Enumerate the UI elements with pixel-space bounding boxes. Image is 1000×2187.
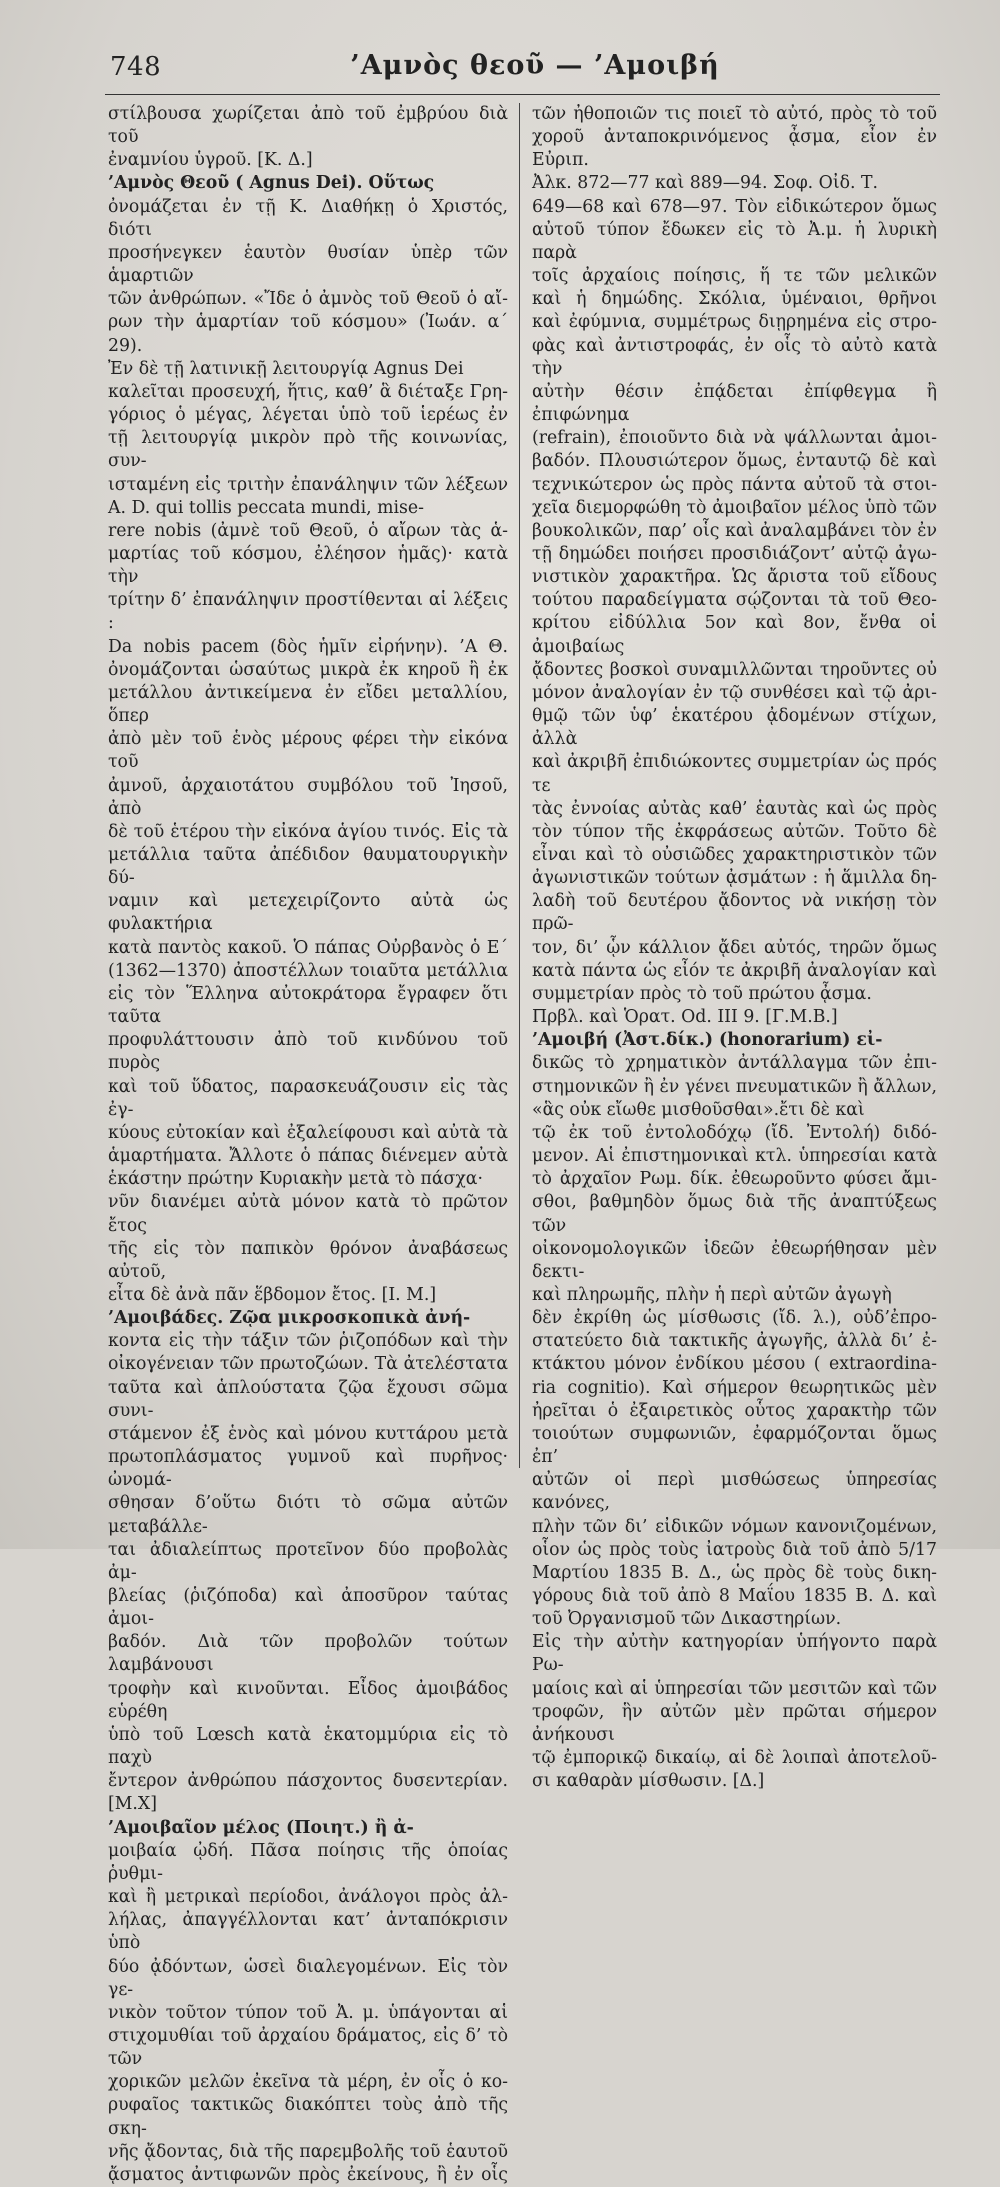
- text-line: στάμενον ἐξ ἑνὸς καὶ μόνου κυττάρου μετὰ: [108, 1423, 508, 1444]
- text-line: «ἃς οὐκ εἴωθε μισθοῦσθαι».ἔτι δὲ καὶ: [532, 1099, 865, 1120]
- text-line: καὶ τοῦ ὕδατος, παρασκευάζουσιν εἰς τὰς ἐγ-: [108, 1076, 508, 1120]
- text-line: κρίτου εἰδύλλια 5ον καὶ 8ον, ἔνθα οἱ ἀμοιβαίως: [532, 613, 937, 657]
- text-line: μετάλλου ἀντικείμενα ἐν εἴδει μεταλλίου, ὅπερ: [108, 682, 508, 727]
- text-line: τῶν ἀνθρώπων. «Ἴδε ὁ ἀμνὸς τοῦ Θεοῦ ὁ αἴ-: [108, 289, 508, 310]
- text-line: τῶν ἠθοποιῶν τις ποιεῖ τὸ αὐτό, πρὸς τὸ τοῦ: [532, 104, 937, 124]
- text-line: τῆς εἰς τὸν παπικὸν θρόνον ἀναβάσεως αὐτοῦ,: [108, 1238, 508, 1282]
- text-line: rere nobis (ἀμνὲ τοῦ Θεοῦ, ὁ αἴρων τὰς ἁ-: [108, 520, 508, 541]
- text-line: εἰς τὸν Ἕλληνα αὐτοκράτορα ἔγραφεν ὅτι ταῦτα: [108, 983, 508, 1028]
- text-line: μαίοις καὶ αἱ ὑπηρεσίαι τῶν μεσιτῶν καὶ τῶν: [532, 1678, 937, 1699]
- text-line: κύους εὐτοκίαν καὶ ἐξαλείφουσι καὶ αὐτὰ τὰ: [108, 1122, 508, 1143]
- text-line: αὐτοῦ τύπον ἔδωκεν εἰς τὸ Ἀ.μ. ἡ λυρικὴ παρὰ: [532, 219, 937, 263]
- text-line: ναμιν καὶ μετεχειρίζοντο αὐτὰ ὡς φυλακτήρια: [108, 891, 508, 935]
- text-line: ’Αμνὸς Θεοῦ ( Agnus Dei). Οὕτως: [108, 173, 435, 194]
- text-line: εἶναι καὶ τὸ οὐσιῶδες χαρακτηριστικὸν τῶν: [532, 845, 937, 865]
- text-line: ria cognitio). Καὶ σήμερον θεωρητικῶς μὲν: [532, 1377, 937, 1398]
- text-line: ἁμαρτήματα. Ἄλλοτε ὁ πάπας διένεμεν αὐτὰ: [108, 1146, 508, 1167]
- text-line: θμῷ τῶν ὑφ’ ἑκατέρου ᾀδομένων στίχων, ἀλλὰ: [532, 706, 937, 750]
- text-line: καλεῖται προσευχή, ἥτις, καθ’ ἃ διέταξε Γρη-: [108, 381, 508, 402]
- text-line: προφυλάττουσιν ἀπὸ τοῦ κινδύνου τοῦ πυρὸς: [108, 1030, 508, 1074]
- text-line: πλὴν τῶν δι’ εἰδικῶν νόμων κανονιζομένων,: [532, 1516, 937, 1537]
- text-line: στίλβουσα χωρίζεται ἀπὸ τοῦ ἐμβρύου διὰ τοῦ: [108, 104, 508, 148]
- text-line: (1362—1370) ἀποστέλλων τοιαῦτα μετάλλια: [108, 960, 508, 981]
- text-line: χορικῶν μελῶν ἐκεῖνα τὰ μέρη, ἐν οἷς ὁ κο-: [108, 2072, 508, 2093]
- text-line: τῇ λειτουργίᾳ μικρὸν πρὸ τῆς κοινωνίας, συν-: [108, 428, 508, 472]
- text-line: γόρους διὰ τοῦ ἀπὸ 8 Μαΐου 1835 Β. Δ. καὶ: [532, 1586, 937, 1606]
- text-line: τῇ δημώδει ποιήσει προσιδιάζοντ’ αὐτῷ ἀγω-: [532, 543, 937, 564]
- text-line: τροφὴν καὶ κινοῦνται. Εἶδος ἀμοιβάδος εὑρέθη: [108, 1678, 508, 1722]
- text-line: τούτου παραδείγματα σῴζονται τὰ τοῦ Θεο-: [532, 590, 937, 611]
- left-column: [108, 103, 508, 2187]
- page-number: 748: [110, 52, 162, 82]
- text-line: οἰκογένειαν τῶν πρωτοζώων. Τὰ ἀτελέστατα: [108, 1354, 508, 1375]
- text-line: ὀνομάζεται ἐν τῇ Κ. Διαθήκῃ ὁ Χριστός, διότι: [108, 196, 508, 240]
- text-line: ἀμνοῦ, ἀρχαιοτάτου συμβόλου τοῦ Ἰησοῦ, ἀπὸ: [108, 775, 508, 819]
- text-line: Πρβλ. καὶ Ὁρατ. Od. III 9. [Γ.Μ.Β.]: [532, 1007, 838, 1028]
- column-divider: [519, 103, 520, 1468]
- text-line: αὐτὴν θέσιν ἐπᾴδεται ἐπίφθεγμα ἢ ἐπιφώνημα: [532, 381, 937, 426]
- text-line: A. D. qui tollis peccata mundi, mise-: [108, 497, 424, 518]
- text-line: κοντα εἰς τὴν τάξιν τῶν ῥιζοπόδων καὶ τὴν: [108, 1331, 508, 1352]
- text-line: κατὰ παντὸς κακοῦ. Ὁ πάπας Οὐρβανὸς ὁ Ε΄: [108, 937, 508, 958]
- text-line: Da nobis pacem (δὸς ἡμῖν εἰρήνην). ’Α Θ.: [108, 636, 508, 657]
- text-line: μενον. Αἱ ἐπιστημονικαὶ κτλ. ὑπηρεσίαι κατὰ: [532, 1146, 937, 1167]
- text-line: αὐτῶν οἱ περὶ μισθώσεως ὑπηρεσίας κανόνες,: [532, 1470, 937, 1514]
- text-line: ἑκάστην πρώτην Κυριακὴν μετὰ τὸ πάσχα·: [108, 1169, 483, 1190]
- text-line: σι καθαρὰν μίσθωσιν. [Δ.]: [532, 1771, 765, 1792]
- text-line: ἀπὸ μὲν τοῦ ἑνὸς μέρους φέρει τὴν εἰκόνα τοῦ: [108, 729, 508, 773]
- text-line: ἠρεῖται ὁ ἐξαιρετικὸς οὗτος χαρακτὴρ τῶν: [532, 1400, 937, 1421]
- text-line: φὰς καὶ ἀντιστροφάς, ἐν οἷς τὸ αὐτὸ κατὰ τὴν: [532, 335, 937, 379]
- text-line: (refrain), ἐποιοῦντο διὰ νὰ ψάλλωνται ἀμοι-: [532, 428, 937, 449]
- text-line: εἶτα δὲ ἀνὰ πᾶν ἕβδομον ἔτος. [Ι. Μ.]: [108, 1284, 437, 1305]
- text-line: τοιούτων συμφωνιῶν, ἐφαρμόζονται ὅμως ἐπ’: [532, 1423, 937, 1468]
- text-line: χοροῦ ἀνταποκρινόμενος ᾆσμα, εἶον ἐν Εὐριπ.: [532, 127, 937, 171]
- text-line: στατεύετο διὰ τακτικῆς ἀγωγῆς, ἀλλὰ δι’ ἐ-: [532, 1331, 937, 1352]
- text-line: βαδόν. Διὰ τῶν προβολῶν τούτων λαμβάνουσι: [108, 1632, 508, 1676]
- text-line: στιχομυθίαι τοῦ ἀρχαίου δράματος, εἰς δ’ τὸ τῶν: [108, 2025, 508, 2070]
- text-line: ἐναμνίου ὑγροῦ. [Κ. Δ.]: [108, 150, 313, 171]
- text-line: δικῶς τὸ χρηματικὸν ἀντάλλαγμα τῶν ἐπι-: [532, 1053, 937, 1074]
- text-line: τρίτην δ’ ἐπανάληψιν προστίθενται αἱ λέξεις :: [108, 590, 508, 634]
- text-line: νιστικὸν χαρακτῆρα. Ὡς ἄριστα τοῦ εἴδους: [532, 567, 937, 588]
- text-line: ᾄσματος ἀντιφωνῶν πρὸς ἐκείνους, ἢ ἐν οἷς: [108, 2164, 508, 2185]
- text-line: λαδὴ τοῦ δευτέρου ᾄδοντος νὰ νικήσῃ τὸν πρῶ-: [532, 891, 937, 935]
- text-line: τὸ ἀρχαῖον Ρωμ. δίκ. ἐθεωροῦντο φύσει ἄμι-: [532, 1169, 937, 1190]
- text-line: λήλας, ἀπαγγέλλονται κατ’ ἀνταπόκρισιν ὑπὸ: [108, 1910, 508, 1954]
- text-line: καὶ ἀκριβῆ ἐπιδιώκοντες συμμετρίαν ὡς πρός τε: [532, 752, 937, 796]
- text-line: συμμετρίαν πρὸς τὸ τοῦ πρώτου ᾆσμα.: [532, 983, 872, 1004]
- text-line: προσήνεγκεν ἑαυτὸν θυσίαν ὑπὲρ τῶν ἁμαρτιῶν: [108, 242, 508, 287]
- text-line: δύο ᾀδόντων, ὡσεὶ διαλεγομένων. Εἰς τὸν γε-: [108, 1956, 508, 2000]
- text-line: ισταμένη εἰς τριτὴν ἐπανάληψιν τῶν λέξεων: [108, 474, 508, 495]
- text-line: ὀνομάζονται ὡσαύτως μικρὰ ἐκ κηροῦ ἢ ἐκ: [108, 659, 508, 680]
- text-line: κατὰ πάντα ὡς εἶόν τε ἀκριβῆ ἀναλογίαν καὶ: [532, 960, 937, 981]
- text-line: καὶ ἢ μετρικαὶ περίοδοι, ἀνάλογοι πρὸς ἀλ-: [108, 1887, 508, 1908]
- text-line: ᾄδοντες βοσκοὶ συναμιλλῶνται τηροῦντες οὐ: [532, 659, 937, 680]
- text-line: σθησαν δ’οὕτω διότι τὸ σῶμα αὐτῶν μεταβάλλε-: [108, 1493, 508, 1537]
- text-line: ἀγωνιστικῶν τούτων ᾀσμάτων : ἡ ἅμιλλα δη-: [532, 868, 937, 889]
- text-line: ρυφαῖος τακτικῶς διακόπτει τοὺς ἀπὸ τῆς σκη-: [108, 2095, 508, 2139]
- text-line: τὸν τύπον τῆς ἐκφράσεως αὐτῶν. Τοῦτο δὲ: [532, 821, 937, 842]
- text-line: χεῖα διεμορφώθη τὸ ἀμοιβαῖον μέλος ὑπὸ τῶν: [532, 497, 937, 518]
- text-line: Ἐν δὲ τῇ λατινικῇ λειτουργίᾳ Agnus Dei: [108, 358, 464, 379]
- text-line: βλείας (ῥιζόποδα) καὶ ἀποσῦρον ταύτας ἀμοι-: [108, 1586, 508, 1630]
- text-line: οἰκονομολογικῶν ἰδεῶν ἐθεωρήθησαν μὲν δεκτι-: [532, 1238, 937, 1282]
- text-line: Μαρτίου 1835 Β. Δ., ὡς πρὸς δὲ τοὺς δικη-: [532, 1562, 937, 1583]
- text-line: βαδόν. Πλουσιώτερον ὅμως, ἐνταυτῷ δὲ καὶ: [532, 451, 937, 472]
- text-line: βουκολικῶν, παρ’ οἷς καὶ ἀναλαμβάνει τὸν ἐν: [532, 520, 937, 541]
- text-line: ’Αμοιβαῖον μέλος (Ποιητ.) ἢ ἀ-: [108, 1817, 414, 1838]
- text-line: ται ἀδιαλείπτως προτεῖνον δύο προβολὰς ἀμ-: [108, 1539, 508, 1583]
- text-line: μόνον ἀναλογίαν ἐν τῷ συνθέσει καὶ τῷ ἀρι-: [532, 682, 937, 703]
- text-line: μετάλλια ταῦτα ἀπέδιδον θαυματουργικὴν δύ-: [108, 845, 508, 889]
- text-line: καὶ ἡ δημώδης. Σκόλια, ὑμέναιοι, θρῆνοι: [532, 289, 937, 310]
- text-line: τοῖς ἀρχαίοις ποίησις, ἥ τε τῶν μελικῶν: [532, 266, 937, 287]
- text-line: ἔντερον ἀνθρώπου πάσχοντος δυσεντερίαν.[Μ.Χ]: [108, 1771, 508, 1815]
- text-line: δὲ τοῦ ἑτέρου τὴν εἰκόνα ἁγίου τινός. Εἰς τὰ: [108, 821, 508, 842]
- text-line: κτάκτου μόνον ἐνδίκου μέσου ( extraordina-: [532, 1354, 937, 1375]
- text-line: τοῦ Ὀργανισμοῦ τῶν Δικαστηρίων.: [532, 1609, 842, 1630]
- text-line: σθοι, βαθμηδὸν ὅμως διὰ τῆς ἀναπτύξεως τῶν: [532, 1192, 937, 1236]
- text-line: γόριος ὁ μέγας, λέγεται ὑπὸ τοῦ ἱερέως ἐν: [108, 405, 508, 426]
- text-line: τεχνικώτερον ὡς πρὸς πάντα αὐτοῦ τὰ στοι-: [532, 474, 937, 495]
- text-line: ταῦτα καὶ ἁπλούστατα ζῷα ἔχουσι σῶμα συνι-: [108, 1377, 508, 1421]
- text-line: Ἀλκ. 872—77 καὶ 889—94. Σοφ. Οἰδ. Τ.: [532, 173, 879, 194]
- text-line: τροφῶν, ἣν αὐτῶν μὲν πρῶται σήμερον ἀνήκουσι: [532, 1701, 937, 1745]
- right-column: [532, 103, 937, 1793]
- text-line: ὑπὸ τοῦ Lœsch κατὰ ἑκατομμύρια εἰς τὸ παχὺ: [108, 1724, 508, 1769]
- text-line: νικὸν τοῦτον τύπον τοῦ Ἀ. μ. ὑπάγονται αἱ: [108, 2002, 508, 2023]
- text-line: τον, δι’ ᾧν κάλλιον ᾄδει αὐτός, τηρῶν ὅμως: [532, 937, 937, 958]
- text-line: τῷ ἐκ τοῦ ἐντολοδόχῳ (ἴδ. Ἐντολή) διδό-: [532, 1122, 937, 1143]
- text-line: ρων τὴν ἁμαρτίαν τοῦ κόσμου» (Ἰωάν. α΄ 29).: [108, 312, 508, 356]
- text-line: τῷ ἐμπορικῷ δικαίῳ, αἱ δὲ λοιπαὶ ἀποτελοῦ-: [532, 1748, 937, 1769]
- text-line: νῦν διανέμει αὐτὰ μόνον κατὰ τὸ πρῶτον ἔτος: [108, 1192, 508, 1236]
- text-line: Εἰς τὴν αὐτὴν κατηγορίαν ὑπήγοντο παρὰ Ρω-: [532, 1632, 937, 1676]
- text-line: δὲν ἐκρίθη ὡς μίσθωσις (ἴδ. λ.), οὐδ’ἐπρο-: [532, 1308, 937, 1329]
- header-rule: [105, 94, 940, 95]
- text-line: καὶ πληρωμῆς, πλὴν ἡ περὶ αὐτῶν ἀγωγὴ: [532, 1284, 892, 1305]
- text-line: ’Αμοιβή (Ἀστ.δίκ.) (honorarium) εἰ-: [532, 1030, 883, 1051]
- text-line: 649—68 καὶ 678—97. Τὸν εἰδικώτερον ὅμως: [532, 196, 937, 217]
- text-line: πρωτοπλάσματος γυμνοῦ καὶ πυρῆνος· ὠνομά-: [108, 1447, 508, 1491]
- text-line: μοιβαία ᾠδή. Πᾶσα ποίησις τῆς ὁποίας ῥυθμι-: [108, 1840, 508, 1884]
- text-line: τὰς ἐννοίας αὐτὰς καθ’ ἑαυτὰς καὶ ὡς πρὸς: [532, 798, 937, 819]
- text-line: στημονικῶν ἢ ἐν γένει πνευματικῶν ἢ ἄλλων,: [532, 1076, 937, 1097]
- text-line: μαρτίας τοῦ κόσμου, ἐλέησον ἡμᾶς)· κατὰ τὴν: [108, 543, 508, 588]
- text-line: καὶ ἐφύμνια, συμμέτρως διῃρημένα εἰς στρο-: [532, 312, 937, 333]
- text-line: νῆς ᾄδοντας, διὰ τῆς παρεμβολῆς τοῦ ἑαυτοῦ: [108, 2141, 508, 2162]
- text-line: οἷον ὡς πρὸς τοὺς ἰατροὺς διὰ τοῦ ἀπὸ 5/17: [532, 1539, 937, 1560]
- text-line: ’Αμοιβάδες. Ζῷα μικροσκοπικὰ ἀνή-: [108, 1308, 471, 1329]
- running-head: ’Αμνὸς θεοῦ — ’Αμοιβή: [350, 50, 720, 81]
